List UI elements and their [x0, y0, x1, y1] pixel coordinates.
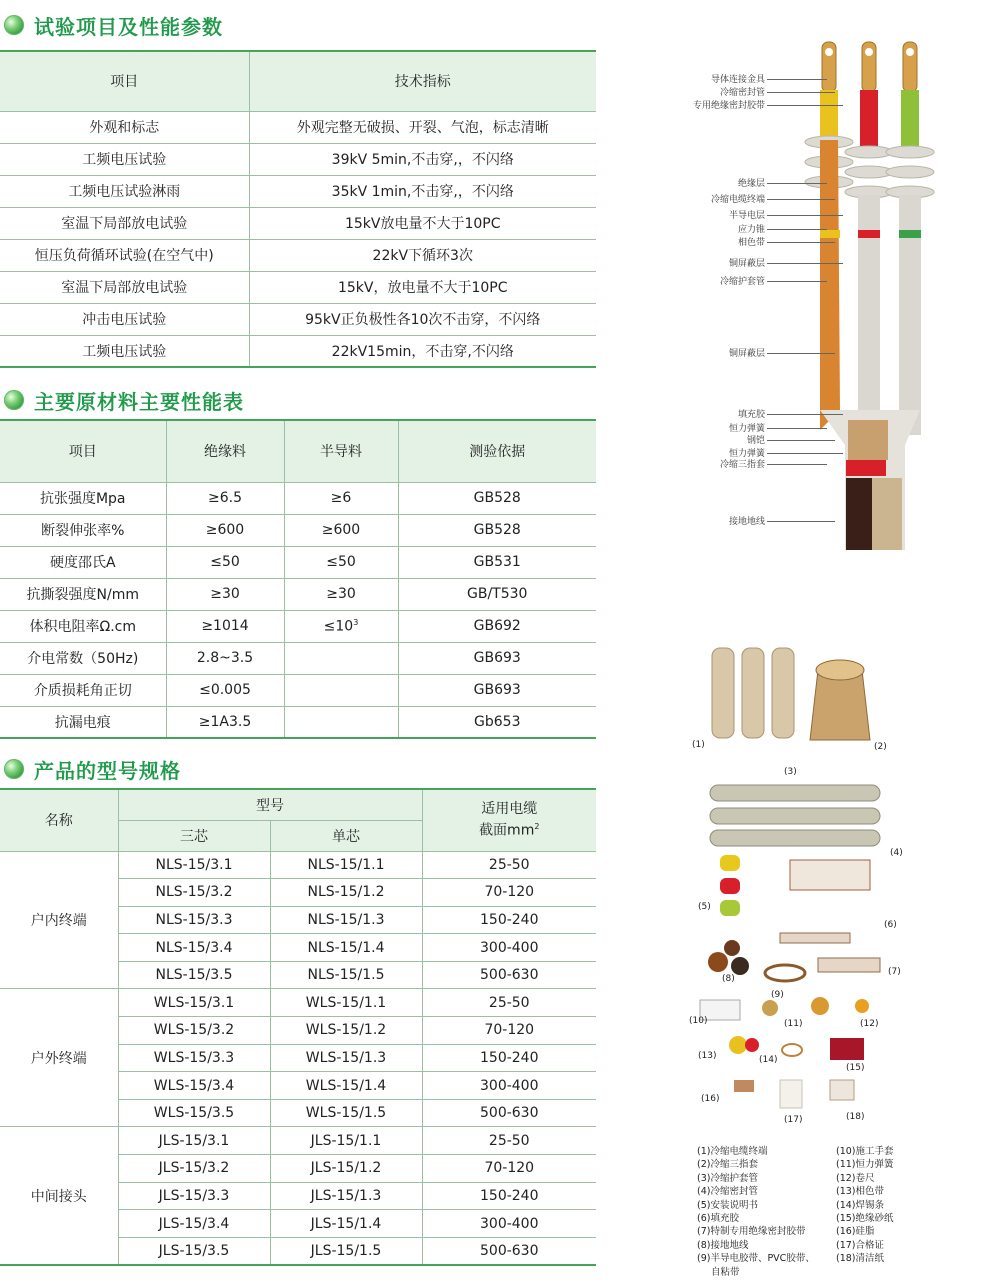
table-cell: [398, 610, 596, 642]
table-cell: [398, 546, 596, 578]
parts-svg: [690, 640, 940, 1130]
table-cell: WLS-15/1.5: [270, 1099, 422, 1127]
table-row: [0, 111, 596, 143]
table-header: 三芯: [118, 820, 270, 851]
table-cell: WLS-15/1.4: [270, 1072, 422, 1100]
table-cell: 冲击电压试验: [0, 303, 249, 335]
cell-text: GB693: [473, 682, 521, 698]
legend-item: (17)合格证: [836, 1239, 885, 1251]
section-title-material: [4, 385, 244, 415]
diagram-callout: 冷缩三指套: [719, 460, 765, 470]
table-header: 型号: [118, 789, 422, 820]
legend-item: (1)冷缩电缆终端: [697, 1146, 768, 1157]
table-cell: [284, 642, 398, 674]
part-label: (13): [698, 1051, 717, 1061]
section-title-text: 产品的型号规格: [34, 758, 181, 783]
table-cell: 300-400: [422, 934, 596, 962]
table-cell: [398, 514, 596, 546]
part-label: (11): [784, 1019, 803, 1029]
part-label: (16): [701, 1094, 720, 1104]
table-cell: [398, 674, 596, 706]
cell-text: ≥600: [205, 522, 245, 538]
legend-item: (13)相色带: [836, 1186, 885, 1198]
table-cell: [0, 482, 166, 514]
cell-text: GB528: [473, 522, 521, 538]
diagram-callout: 恒力弹簧: [728, 424, 765, 434]
table-header: 项目: [0, 420, 166, 482]
diagram-callout: 填充胶: [737, 410, 765, 420]
legend-item: (7)特制专用绝缘密封胶带: [697, 1226, 806, 1238]
group-name-cell: 户内终端: [0, 851, 118, 989]
part-label: (6): [884, 920, 897, 930]
cell-text: GB692: [473, 618, 521, 634]
bullet-icon: [4, 759, 24, 779]
part-label: (1): [692, 740, 705, 750]
table-cell: [166, 578, 284, 610]
table-row: [0, 578, 596, 610]
table-cell: NLS-15/3.2: [118, 879, 270, 907]
table-cell: NLS-15/1.5: [270, 961, 422, 989]
table-cell: JLS-15/3.1: [118, 1127, 270, 1155]
table-row: [0, 335, 596, 367]
part-label: (2): [874, 742, 887, 752]
cell-text: GB531: [473, 554, 521, 570]
cell-text: Gb653: [474, 713, 521, 730]
cell-text: 体积电阻率Ω.cm: [29, 619, 136, 635]
table-row: [0, 207, 596, 239]
cell-text: 断裂伸张率%: [41, 523, 125, 539]
callout-line: [767, 105, 843, 106]
table-header: 半导料: [284, 420, 398, 482]
diagram-callout: 冷缩护套管: [719, 277, 765, 287]
table-cell: [0, 706, 166, 738]
cell-text: 2.8~3.5: [196, 650, 254, 666]
cell-text: ≤0.005: [199, 682, 251, 698]
table-cell: NLS-15/3.3: [118, 906, 270, 934]
table-cell: 15kV，放电量不大于10PC: [249, 271, 596, 303]
table-cell: 150-240: [422, 1182, 596, 1210]
table-cell: [284, 514, 398, 546]
diagram-callout: 钢铠: [746, 436, 765, 446]
legend-item: (15)绝缘砂纸: [836, 1213, 894, 1225]
cell-text: 硬度邵氏A: [49, 555, 116, 571]
table-row: [0, 1127, 596, 1155]
cell-text: ≥6: [330, 490, 352, 506]
table-cell: [284, 674, 398, 706]
legend-item: 自粘带: [711, 1266, 740, 1278]
legend-item: (4)冷缩密封管: [697, 1186, 758, 1198]
diagram-callout: 绝缘层: [737, 179, 765, 189]
table-header: [422, 789, 596, 851]
part-label: (9): [771, 990, 784, 1000]
legend-item: (10)施工手套: [836, 1146, 894, 1157]
cell-text: 抗漏电痕: [54, 714, 111, 731]
legend-item: (14)焊锡条: [836, 1199, 885, 1211]
legend-item: (11)恒力弹簧: [836, 1159, 894, 1171]
callout-line: [767, 453, 843, 454]
legend-item: (18)清洁纸: [836, 1253, 885, 1265]
table-cell: [166, 514, 284, 546]
table-row: [0, 482, 596, 514]
table-cell: 室温下局部放电试验: [0, 271, 249, 303]
table-cell: WLS-15/1.1: [270, 989, 422, 1017]
table-cell: [284, 578, 398, 610]
table-cell: JLS-15/3.2: [118, 1155, 270, 1183]
table-row: [0, 514, 596, 546]
part-label: (12): [860, 1019, 879, 1029]
legend-item: (2)冷缩三指套: [697, 1159, 758, 1171]
callout-line: [767, 229, 827, 230]
table-header: 测验依据: [398, 420, 596, 482]
callout-line: [767, 428, 827, 429]
cell-text: ≥600: [321, 522, 361, 538]
cell-text: ≤10: [323, 618, 354, 635]
table-cell: 95kV正负极性各10次不击穿，不闪络: [249, 303, 596, 335]
legend-item: (8)接地地线: [697, 1239, 749, 1251]
callout-line: [767, 414, 843, 415]
table-cell: [284, 610, 398, 642]
bullet-icon: [4, 390, 24, 410]
legend-item: (12)卷尺: [836, 1172, 875, 1184]
table-cell: NLS-15/1.1: [270, 851, 422, 879]
table-cell: 70-120: [422, 1017, 596, 1045]
table-row: [0, 175, 596, 207]
table-cell: 500-630: [422, 961, 596, 989]
table-cell: 外观和标志: [0, 111, 249, 143]
table-cell: JLS-15/1.1: [270, 1127, 422, 1155]
table-header: 单芯: [270, 820, 422, 851]
table-row: [0, 674, 596, 706]
table-cell: JLS-15/3.4: [118, 1210, 270, 1238]
cell-text: ≥6.5: [208, 490, 242, 506]
bullet-icon: [4, 15, 24, 35]
header-line: 适用电缆: [481, 800, 538, 817]
table-cell: [398, 578, 596, 610]
part-label: (18): [846, 1112, 865, 1122]
table-cell: WLS-15/1.2: [270, 1017, 422, 1045]
table-cell: [166, 642, 284, 674]
table-row: [0, 239, 596, 271]
part-label: (14): [759, 1055, 778, 1065]
table-cell: NLS-15/1.3: [270, 906, 422, 934]
diagram-callout: 相色带: [737, 238, 765, 248]
diagram-callout: 冷缩密封管: [719, 88, 765, 98]
legend-item: (5)安装说明书: [697, 1199, 758, 1211]
table-cell: [0, 642, 166, 674]
table-cell: WLS-15/3.3: [118, 1044, 270, 1072]
table-cell: [284, 546, 398, 578]
cell-text: GB/T530: [467, 586, 528, 602]
legend-item: (16)硅脂: [836, 1226, 875, 1238]
table-row: [0, 851, 596, 879]
table-header: 绝缘料: [166, 420, 284, 482]
table-row: [0, 546, 596, 578]
table-cell: [0, 674, 166, 706]
table-cell: JLS-15/1.3: [270, 1182, 422, 1210]
table-cell: JLS-15/3.5: [118, 1237, 270, 1265]
legend-right: [836, 1145, 894, 1266]
part-label: (4): [890, 848, 903, 858]
table-cell: [0, 578, 166, 610]
table-header: 项目: [0, 51, 249, 111]
table-cell: NLS-15/3.4: [118, 934, 270, 962]
table-cell: 工频电压试验淋雨: [0, 175, 249, 207]
callout-line: [767, 281, 827, 282]
table-cell: WLS-15/3.2: [118, 1017, 270, 1045]
material-table: [0, 419, 596, 739]
diagram-callout: 应力锥: [737, 225, 765, 235]
cell-text: ≥30: [326, 586, 356, 602]
legend-item: (6)填充胶: [697, 1213, 739, 1225]
table-cell: NLS-15/3.1: [118, 851, 270, 879]
callout-line: [767, 353, 835, 354]
diagram-callout: 专用绝缘密封胶带: [692, 101, 765, 111]
header-line: 截面mm: [479, 822, 535, 839]
table-row: [0, 271, 596, 303]
table-cell: 300-400: [422, 1072, 596, 1100]
diagram-callout: 恒力弹簧: [728, 449, 765, 459]
callout-line: [767, 215, 843, 216]
table-cell: WLS-15/3.1: [118, 989, 270, 1017]
diagram-callout: 铜屏蔽层: [728, 349, 765, 359]
table-cell: 150-240: [422, 1044, 596, 1072]
table-cell: [166, 610, 284, 642]
callout-line: [767, 79, 827, 80]
table-cell: NLS-15/3.5: [118, 961, 270, 989]
table-cell: 工频电压试验: [0, 143, 249, 175]
table-cell: NLS-15/1.2: [270, 879, 422, 907]
table-header: 名称: [0, 789, 118, 851]
legend-item: (9)半导电胶带、PVC胶带、: [697, 1253, 815, 1265]
cell-text: ≥1A3.5: [198, 713, 252, 730]
table-cell: 70-120: [422, 879, 596, 907]
table-cell: WLS-15/3.5: [118, 1099, 270, 1127]
section-title-model: [4, 754, 181, 784]
group-name-cell: 中间接头: [0, 1127, 118, 1265]
callout-line: [767, 263, 843, 264]
diagram-callout: 接地地线: [728, 517, 765, 527]
table-cell: [398, 642, 596, 674]
table-cell: [0, 514, 166, 546]
cell-text: 抗撕裂强度N/mm: [26, 587, 139, 603]
table-cell: [166, 674, 284, 706]
table-cell: 22kV15min，不击穿,不闪络: [249, 335, 596, 367]
diagram-callout: 导体连接金具: [710, 75, 765, 85]
table-row: [0, 610, 596, 642]
table-cell: [398, 482, 596, 514]
legend-left: [697, 1145, 815, 1279]
model-table: [0, 788, 596, 1266]
table-cell: NLS-15/1.4: [270, 934, 422, 962]
table-cell: 25-50: [422, 989, 596, 1017]
table-cell: 室温下局部放电试验: [0, 207, 249, 239]
table-cell: 恒压负荷循环试验(在空气中): [0, 239, 249, 271]
table-row: [0, 642, 596, 674]
superscript: 2: [534, 821, 540, 831]
table-cell: WLS-15/1.3: [270, 1044, 422, 1072]
table-cell: 25-50: [422, 851, 596, 879]
part-label: (5): [698, 902, 711, 912]
callout-line: [767, 183, 827, 184]
cell-text: GB528: [473, 490, 521, 506]
table-cell: 35kV 1min,不击穿,，不闪络: [249, 175, 596, 207]
group-name-cell: 户外终端: [0, 989, 118, 1127]
table-cell: JLS-15/1.2: [270, 1155, 422, 1183]
callout-line: [767, 199, 835, 200]
cell-text: ≤50: [326, 554, 356, 570]
test-params-table: [0, 50, 596, 368]
section-title-text: 主要原材料主要性能表: [34, 389, 244, 414]
table-row: [0, 989, 596, 1017]
table-cell: WLS-15/3.4: [118, 1072, 270, 1100]
table-cell: [284, 706, 398, 738]
callout-line: [767, 464, 827, 465]
table-cell: [284, 482, 398, 514]
table-cell: [166, 546, 284, 578]
part-label: (10): [689, 1016, 708, 1026]
table-cell: [0, 610, 166, 642]
table-cell: 500-630: [422, 1237, 596, 1265]
callout-line: [767, 440, 835, 441]
table-cell: 70-120: [422, 1155, 596, 1183]
table-cell: JLS-15/1.4: [270, 1210, 422, 1238]
callout-line: [767, 242, 835, 243]
table-cell: 25-50: [422, 1127, 596, 1155]
callout-line: [767, 521, 835, 522]
section-title-test: [4, 10, 223, 40]
table-cell: [166, 706, 284, 738]
table-row: [0, 303, 596, 335]
table-row: [0, 706, 596, 738]
table-cell: 15kV放电量不大于10PC: [249, 207, 596, 239]
table-cell: [166, 482, 284, 514]
legend-item: (3)冷缩护套管: [697, 1172, 758, 1184]
diagram-callout: 冷缩电缆终端: [710, 195, 765, 205]
part-label: (3): [784, 767, 797, 777]
cell-text: ≤50: [210, 554, 240, 570]
cell-text: ≥30: [210, 586, 240, 602]
section-title-text: 试验项目及性能参数: [34, 14, 223, 39]
table-cell: 150-240: [422, 906, 596, 934]
callout-line: [767, 92, 835, 93]
table-cell: JLS-15/3.3: [118, 1182, 270, 1210]
diagram-callout: 半导电层: [728, 211, 765, 221]
table-cell: 39kV 5min,不击穿,，不闪络: [249, 143, 596, 175]
part-label: (8): [722, 974, 735, 984]
table-cell: 外观完整无破损、开裂、气泡，标志清晰: [249, 111, 596, 143]
cell-text: ≥1014: [201, 618, 249, 634]
cell-text: 介电常数（50Hz): [27, 651, 139, 667]
superscript: 3: [353, 617, 359, 627]
table-cell: 工频电压试验: [0, 335, 249, 367]
part-label: (17): [784, 1115, 803, 1125]
table-row: [0, 143, 596, 175]
table-cell: 500-630: [422, 1099, 596, 1127]
cell-text: GB693: [473, 650, 521, 666]
table-cell: 300-400: [422, 1210, 596, 1238]
table-cell: JLS-15/1.5: [270, 1237, 422, 1265]
cell-text: 介质损耗角正切: [33, 683, 132, 699]
part-label: (15): [846, 1063, 865, 1073]
table-cell: [0, 546, 166, 578]
table-header: 技术指标: [249, 51, 596, 111]
parts-illustration: [690, 640, 940, 1130]
part-label: (7): [888, 967, 901, 977]
table-cell: [398, 706, 596, 738]
table-cell: 22kV下循环3次: [249, 239, 596, 271]
cell-text: 抗张强度Mpa: [39, 491, 126, 507]
diagram-callout: 铜屏蔽层: [728, 259, 765, 269]
